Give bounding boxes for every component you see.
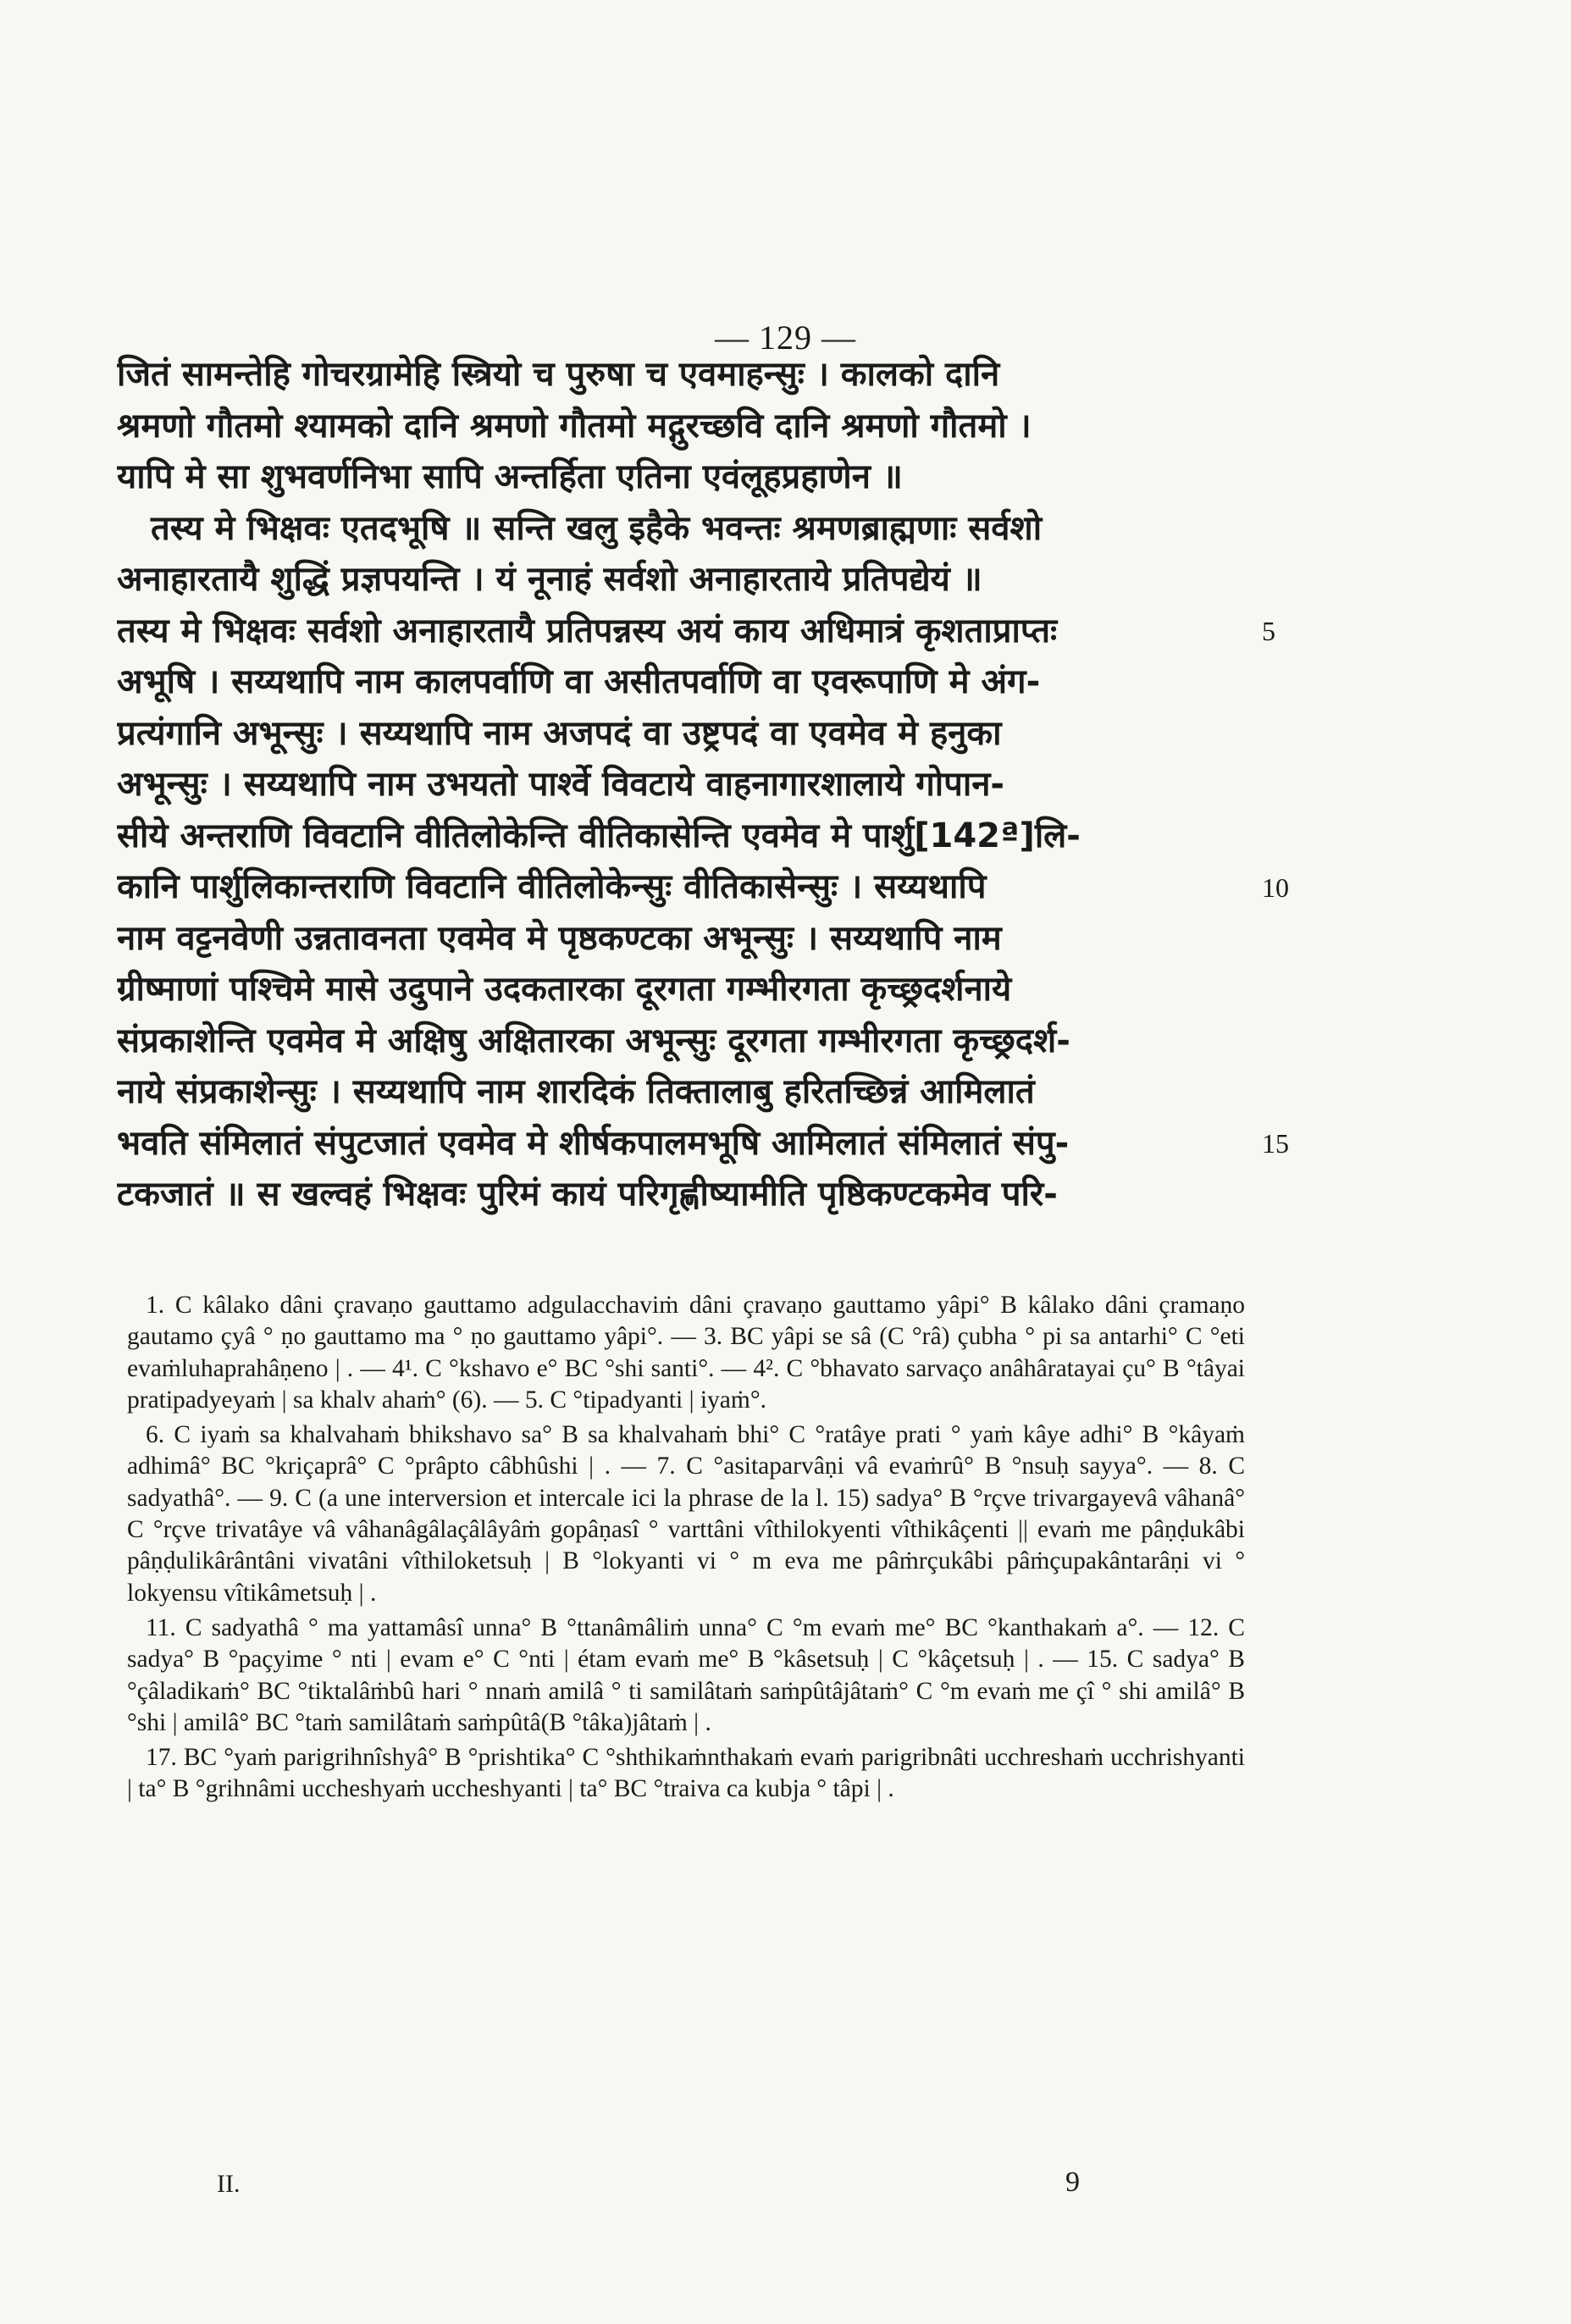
text-line: टकजातं ॥ स खल्वहं भिक्षवः पुरिमं कायं परिगृह्णीष्यामीति पृष्ठिकण्टकमेव परि- [117,1175,1058,1214]
text-line: भवति संमिलातं संपुटजातं एवमेव मे शीर्षकपालमभूषि आमिलातं संमिलातं संपु- [117,1123,1070,1163]
text-line: नाम वट्टनवेणी उन्नतावनता एवमेव मे पृष्ठकण्टका अभून्सुः । सय्यथापि नाम [117,918,1002,958]
text-line: संप्रकाशेन्ति एवमेव मे अक्षिषु अक्षितारका अभून्सुः दूरगता गम्भीरगता कृच्छ्रदर्श- [117,1021,1070,1060]
text-line: अभूषि । सय्यथापि नाम कालपर्वाणि वा असीतपर्वाणि वा एवरूपाणि मे अंग- [117,662,1041,701]
line-number-15: 15 [1262,1128,1289,1159]
text-line: जितं सामन्तेहि गोचरग्रामेहि स्त्रियो च पुरुषा च एवमाहन्सुः । कालको दानि [117,355,1000,394]
footnote: 1. C kâlako dâni çravaṇo gauttamo adgulacchaviṁ dâni çravaṇo gauttamo yâpi° B kâlako dâni çramaṇo gautamo çyâ ° ṇo gauttamo ma ° ṇo gauttamo yâpi°. — 3. BC yâpi se sâ (C °râ) çubha ° pi sa antarhi° C °eti evaṁluhaprahâṇeno | . — 4¹. C °kshavo e° BC °shi santi°. — 4². C °bhavato sarvaço anâhâratayai çu° B °tâyai pratipadyeyaṁ | sa khalv ahaṁ° (6). — 5. C °tipadyanti | iyaṁ°. [127,1292,1245,1414]
line-number-10: 10 [1262,872,1289,903]
text-line: श्रमणो गौतमो श्यामको दानि श्रमणो गौतमो मद्गुरच्छवि दानि श्रमणो गौतमो । [117,406,1032,445]
text-line: कानि पार्शुलिकान्तराणि विवटानि वीतिलोकेन्सुः वीतिकासेन्सुः । सय्यथापि [117,867,987,906]
footnote: 17. BC °yaṁ parigrihnîshyâ° B °prishtika° C °shthikaṁnthakaṁ evaṁ parigribnâti ucchreshaṁ ucchrishyanti | ta° B °grihnâmi uccheshyaṁ uccheshyanti | ta° BC °traiva ca kubja ° tâpi | . [127,1744,1245,1803]
text-line: सीये अन्तराणि विवटानि वीतिलोकेन्ति वीतिकासेन्ति एवमेव मे पार्शु[142ª]लि- [117,816,1081,855]
line-number-5: 5 [1262,616,1275,646]
signature-mark: II. [217,2170,241,2198]
footnotes [127,1290,1245,1809]
page-number: — 129 — [715,318,856,357]
text-line: अनाहारतायै शुद्धिं प्रज्ञपयन्ति । यं नूनाहं सर्वशो अनाहारताये प्रतिपद्येयं ॥ [117,560,982,599]
text-line: तस्य मे भिक्षवः सर्वशो अनाहारतायै प्रतिपन्नस्य अयं काय अधिमात्रं कृशताप्राप्तः [117,611,1058,650]
footnote: 11. C sadyathâ ° ma yattamâsî unna° B °ttanâmâliṁ unna° C °m evaṁ me° BC °kanthakaṁ a°. — 12. C sadya° B °paçyime ° nti | evam e° C °nti | étam evaṁ me° B °kâsetsuḥ | C °kâçetsuḥ | . — 15. C sadya° B °çâladikaṁ° BC °tiktalâṁbû hari ° nnaṁ amilâ ° ti samilâtaṁ saṁpûtâjâtaṁ° C °m evaṁ me çî ° shi amilâ° B °shi | amilâ° BC °taṁ samilâtaṁ saṁpûtâ(B °tâka)jâtaṁ | . [127,1613,1245,1736]
main-text [117,349,1243,1220]
text-line: प्रत्यंगानि अभून्सुः । सय्यथापि नाम अजपदं वा उष्ट्रपदं वा एवमेव मे हनुका [117,713,1002,753]
text-line: यापि मे सा शुभवर्णनिभा सापि अन्तर्हिता एतिना एवंलूहप्रहाणेन ॥ [117,457,903,496]
text-line: अभून्सुः । सय्यथापि नाम उभयतो पार्श्वे विवटाये वाहनागारशालाये गोपान- [117,765,1005,804]
text-line: तस्य मे भिक्षवः एतदभूषि ॥ सन्ति खलु इहैके भवन्तः श्रमणब्राह्मणाः सर्वशो [151,508,1043,548]
text-line: नाये संप्रकाशेन्सुः । सय्यथापि नाम शारदिकं तिक्तालाबु हरितच्छिन्नं आमिलातं [117,1072,1035,1111]
footnote: 6. C iyaṁ sa khalvahaṁ bhikshavo sa° B sa khalvahaṁ bhi° C °ratâye prati ° yaṁ kâye adhi° B °kâyaṁ adhimâ° BC °kriçaprâ° C °prâpto câbhûshi | . — 7. C °asitaparvâṇi vâ evaṁrû° B °nsuḥ sayya°. — 8. C sadyathâ°. — 9. C (a une interversion et intercale ici la phrase de la l. 15) sadya° B °rçve trivargayevâ vâhanâ° C °rçve trivatâye vâ vâhanâgâlaçâlâyâṁ gopâṇasî ° varttâni vîthilokyenti vîthikâçenti || evaṁ me pâṇḍukâbi pâṇḍulikârântâni vivatâni vîthiloketsuḥ | B °lokyanti vi ° m eva me pâṁrçukâbi pâṁçupakântarâṇi vi ° lokyensu vîtikâmetsuḥ | . [127,1421,1245,1607]
gathering-number: 9 [1065,2166,1080,2198]
text-line: ग्रीष्माणां पश्चिमे मासे उदुपाने उदकतारका दूरगता गम्भीरगता कृच्छ्रदर्शनाये [117,970,1012,1009]
